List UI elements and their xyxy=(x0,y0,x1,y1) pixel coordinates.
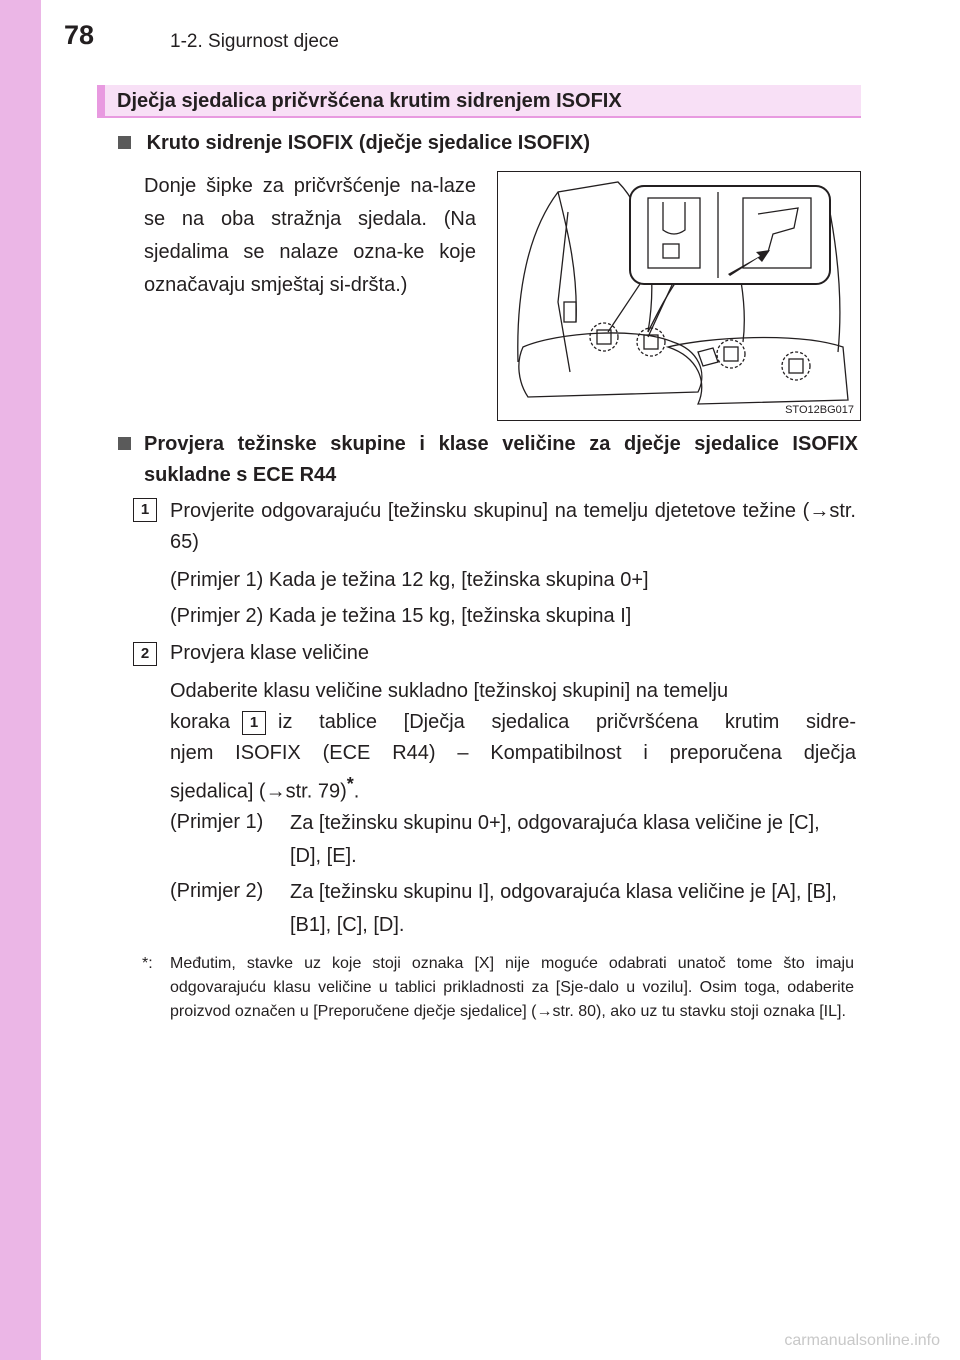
step-number-1: 1 xyxy=(133,498,157,522)
watermark: carmanualsonline.info xyxy=(784,1332,940,1349)
bullet-square-icon xyxy=(118,437,131,450)
block2-heading-row xyxy=(118,429,858,491)
rear-seat-illustration xyxy=(498,172,861,421)
step2-text-line4 xyxy=(170,769,856,808)
chapter-sidebar-tab xyxy=(0,0,41,1360)
section-title: Dječja sjedalica pričvršćena krutim sidrenjem ISOFIX xyxy=(117,90,622,112)
isofix-anchor-figure xyxy=(497,171,861,421)
step2-example1-text: Za [težinsku skupinu 0+], odgovarajuća klasa veličine je [C], [D], [E]. xyxy=(290,812,820,867)
step2-example2-label: (Primjer 2) xyxy=(170,880,264,902)
inline-step-ref: 1 xyxy=(242,711,266,735)
step2-text-line4-main: sjedalica] (→str. 79) xyxy=(170,780,347,803)
footnote-star: * xyxy=(346,774,354,794)
figure-code: STO12BG017 xyxy=(785,404,854,416)
step2-text-line3: njem ISOFIX (ECE R44) – Kompatibilnost i preporučena dječja xyxy=(170,742,856,764)
step2-text-line1: Odaberite klasu veličine sukladno [težinskoj skupini] na temelju xyxy=(170,680,729,702)
page-number: 78 xyxy=(64,20,95,50)
footnote-text: Međutim, stavke uz koje stoji oznaka [X] nije moguće odabrati unatoč tome što imaju odgovarajuću klasu veličine u tablici prikladnosti za [Sje-dalo u vozilu]. Osim toga, odaberite proizvod označen u [Preporučene dječje sjedalice] (→str. 80), ako uz tu stavku stoji oznaka [IL]. xyxy=(170,955,854,1020)
step2-example1-label: (Primjer 1) xyxy=(170,811,264,833)
step-number-2: 2 xyxy=(133,642,157,666)
step1-example2: (Primjer 2) Kada je težina 15 kg, [težinska skupina I] xyxy=(170,605,632,627)
step2-example2-text: Za [težinsku skupinu I], odgovarajuća klasa veličine je [A], [B], [B1], [C], [D]. xyxy=(290,881,837,936)
step1-example1: (Primjer 1) Kada je težina 12 kg, [težinska skupina 0+] xyxy=(170,569,649,591)
block1-text: Donje šipke za pričvršćenje na-laze se na oba stražnja sjedala. (Na sjedalima se nalaze ozna-ke koje označavaju smještaj si-dršta.) xyxy=(144,175,476,296)
footnote xyxy=(142,952,854,1024)
bullet-square-icon xyxy=(118,136,131,149)
step2-text-line2-pre: koraka xyxy=(170,711,231,733)
block1-heading: Kruto sidrenje ISOFIX (dječje sjedalice ISOFIX) xyxy=(146,132,591,154)
step2-text-line2-post: iz tablice [Dječja sjedalica pričvršćena krutim sidre- xyxy=(278,711,856,733)
step2-text-line2 xyxy=(170,707,856,738)
section-banner xyxy=(97,85,861,118)
chapter-title: 1-2. Sigurnost djece xyxy=(170,31,339,52)
step2-title: Provjera klase veličine xyxy=(170,642,369,664)
step2-text xyxy=(170,676,856,808)
step2-text-line4-end: . xyxy=(353,780,360,803)
footnote-mark: *: xyxy=(142,955,153,972)
block2-heading: Provjera težinske skupine i klase veličine za dječje sjedalice ISOFIX sukladne s ECE R44 xyxy=(144,433,858,486)
step1-text: Provjerite odgovarajuću [težinsku skupinu] na temelju djetetove težine (→str. 65) xyxy=(170,500,856,553)
block1-heading-row xyxy=(118,128,590,158)
